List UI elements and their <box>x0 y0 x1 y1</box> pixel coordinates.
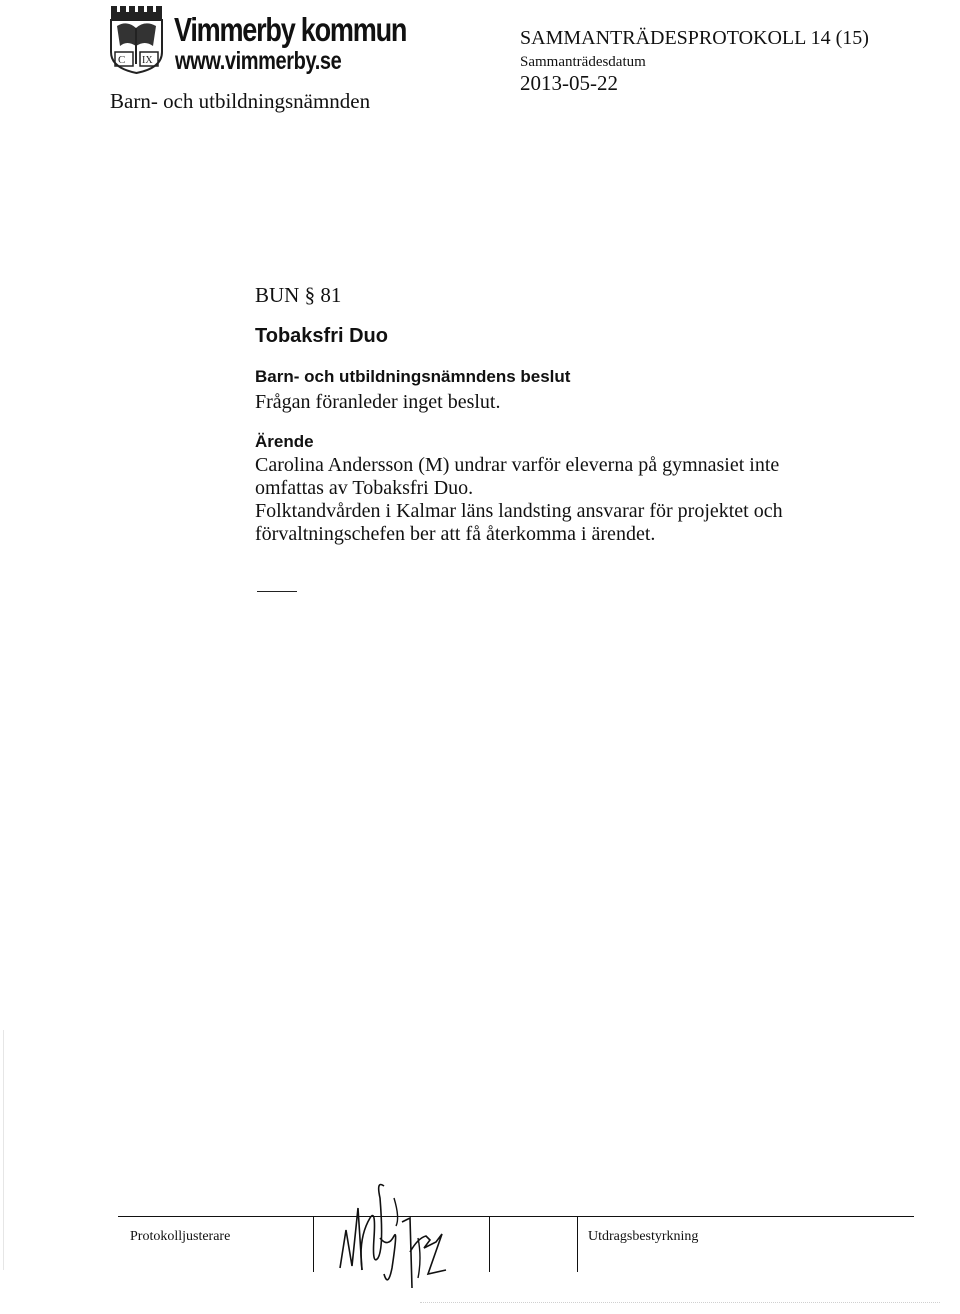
decision-heading: Barn- och utbildningsnämndens beslut <box>255 367 571 386</box>
page-number: 14 (15) <box>810 27 869 49</box>
adjuster-label: Protokolljusterare <box>130 1229 231 1244</box>
municipal-crest-icon <box>109 6 167 74</box>
svg-text:C: C <box>118 54 126 66</box>
meeting-date: 2013-05-22 <box>520 71 618 95</box>
footer-column-divider <box>489 1216 490 1272</box>
svg-text:IX: IX <box>142 55 153 66</box>
board-name: Barn- och utbildningsnämnden <box>110 89 371 113</box>
matter-paragraph: Folktandvården i Kalmar läns landsting ansvarar för projektet och förvaltningschefen ber att få återkomma i ärendet. <box>255 500 783 545</box>
organization-website: www.vimmerby.se <box>175 47 342 75</box>
footer-column-divider <box>577 1216 578 1272</box>
paragraph-reference: BUN § 81 <box>255 283 342 307</box>
matter-heading: Ärende <box>255 432 314 451</box>
matter-body <box>255 454 815 546</box>
meeting-date-label: Sammanträdesdatum <box>520 54 646 70</box>
scan-noise <box>420 1302 940 1303</box>
handwritten-signature-icon <box>318 1178 488 1294</box>
footer-column-divider <box>313 1216 314 1272</box>
document-type-line <box>520 27 869 49</box>
item-title: Tobaksfri Duo <box>255 325 388 347</box>
extract-certification-label: Utdragsbestyrkning <box>588 1229 699 1244</box>
organization-name: Vimmerby kommun <box>174 11 407 48</box>
end-divider <box>257 591 297 592</box>
matter-paragraph: Carolina Andersson (M) undrar varför eleverna på gymnasiet inte omfattas av Tobaksfri Duo. <box>255 454 780 499</box>
document-type: SAMMANTRÄDESPROTOKOLL <box>520 27 806 49</box>
footer-divider <box>118 1216 914 1217</box>
decision-text: Frågan föranleder inget beslut. <box>255 391 501 413</box>
scan-margin-line <box>3 1030 4 1270</box>
